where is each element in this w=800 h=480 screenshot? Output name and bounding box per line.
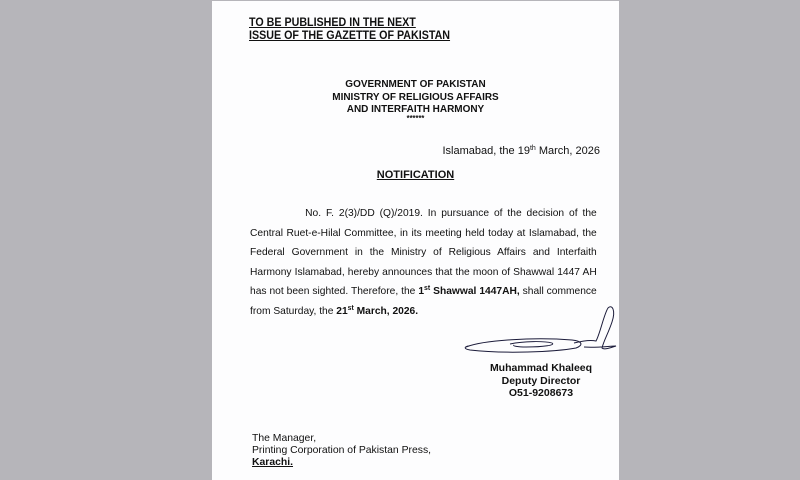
addressee-line-1: The Manager, (252, 433, 317, 444)
signatory-name: Muhammad Khaleeq (489, 362, 593, 374)
org-line-1: GOVERNMENT OF PAKISTAN (345, 78, 486, 90)
addressee-line-2: Printing Corporation of Pakistan Press, (252, 445, 432, 456)
body-text-2: shall commence from Saturday, the (250, 286, 597, 317)
body-bold-date-1: 1st Shawwal 1447AH, (418, 285, 520, 297)
gazette-header-line-1: TO BE PUBLISHED IN THE NEXT (249, 17, 416, 29)
body-text-1: No. F. 2(3)/DD (Q)/2019. In pursuance of the decision of the Central Ruet-e-Hilal Committee, in its meeting held today at Islamabad, the Federal Government in the Ministry of Religious Affairs and Interfaith Harmony Islamabad, hereby announces that the moon of Shawwal 1447 AH has not been sighted. Therefore, the (250, 208, 597, 297)
org-line-2: MINISTRY OF RELIGIOUS AFFAIRS (332, 90, 499, 103)
signatory-designation: Deputy Director (501, 374, 581, 387)
date-ordinal: th (529, 145, 536, 152)
gazette-header-line-2: ISSUE OF THE GAZETTE OF PAKISTAN (249, 30, 451, 42)
body-bold-date-2: 21st March, 2026. (336, 304, 419, 317)
signatory-phone: O51-9208673 (508, 387, 574, 399)
date-rest: March, 2026 (535, 145, 600, 157)
org-line-3: AND INTERFAITH HARMONY (346, 103, 485, 115)
date-line (443, 145, 601, 157)
addressee-city: Karachi. (252, 457, 294, 468)
date-prefix: Islamabad, the 19 (442, 145, 530, 157)
organization-heading (222, 78, 609, 122)
addressee-block (252, 433, 431, 469)
notification-title: NOTIFICATION (376, 169, 455, 181)
signatory-block (485, 362, 597, 400)
gazette-header (249, 17, 450, 43)
signature-icon (464, 304, 624, 359)
separator-stars: ****** (406, 113, 425, 123)
document-page (212, 1, 619, 480)
